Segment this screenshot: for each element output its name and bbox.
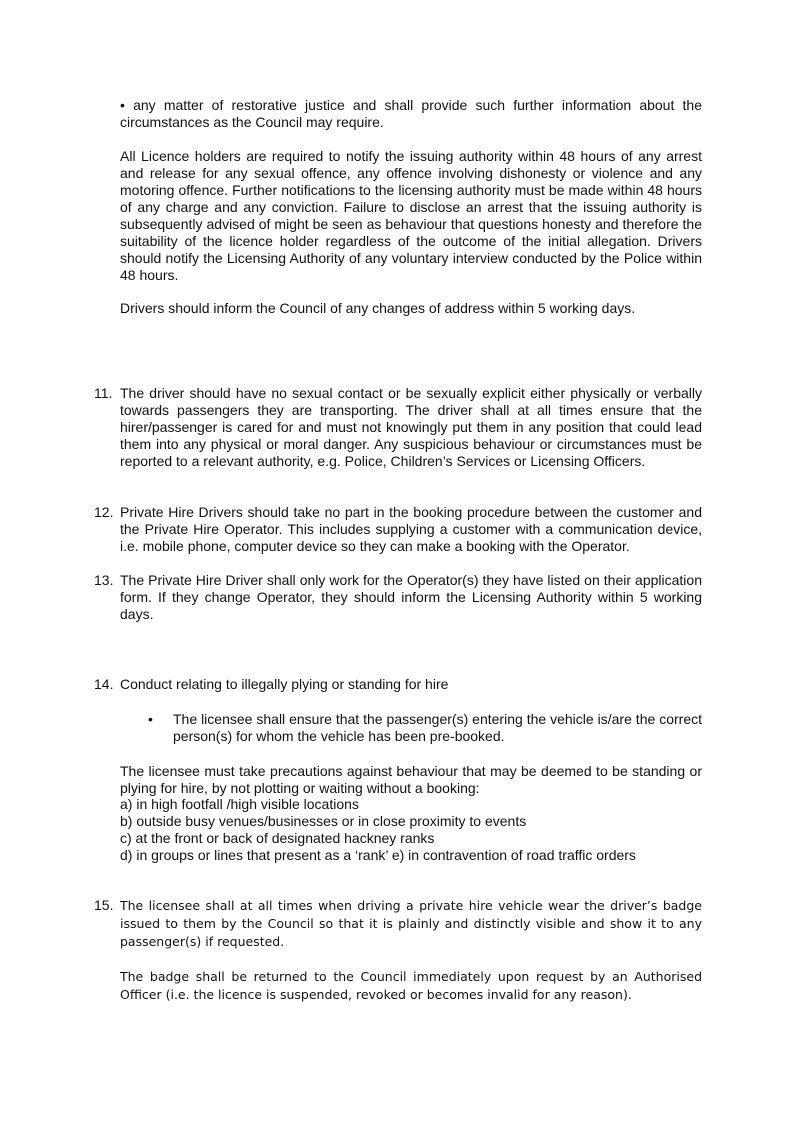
badge-return-paragraph: The badge shall be returned to the Council immediately upon request by an Authorised Officer (i.e. the licence is suspended, revoked or becomes invalid for any reason).	[120, 969, 702, 1002]
item-12-text: Private Hire Drivers should take no part in the booking procedure between the customer and the Private Hire Operator. This includes supplying a customer with a communication device, i.e. mobile phone, computer device so they can make a booking with the Operator.	[120, 504, 702, 554]
item-15-number: 15.	[94, 897, 114, 913]
bullet-icon: •	[148, 711, 153, 727]
restorative-justice-bullet: • any matter of restorative justice and shall provide such further information about the circumstances as the Council may require.	[120, 97, 702, 130]
item-13-text: The Private Hire Driver shall only work for the Operator(s) they have listed on their application form. If they change Operator, they should inform the Licensing Authority within 5 working days.	[120, 572, 702, 622]
list-item: b) outside busy venues/businesses or in close proximity to events	[120, 813, 527, 829]
item-14-text: Conduct relating to illegally plying or standing for hire	[120, 676, 449, 692]
item-14-bullet-text: The licensee shall ensure that the passenger(s) entering the vehicle is/are the correct person(s) for whom the vehicle has been pre-booked.	[173, 711, 702, 744]
item-14-number: 14.	[94, 676, 114, 692]
item-13-number: 13.	[94, 572, 114, 588]
item-12-number: 12.	[94, 504, 114, 520]
address-change-paragraph: Drivers should inform the Council of any changes of address within 5 working days.	[120, 300, 636, 316]
list-item: c) at the front or back of designated hackney ranks	[120, 830, 435, 846]
item-14-precautions: The licensee must take precautions against behaviour that may be deemed to be standing or plying for hire, by not plotting or waiting without a booking:	[120, 763, 702, 796]
item-11-text: The driver should have no sexual contact or be sexually explicit either physically or verbally towards passengers they are transporting. The driver shall at all times ensure that the hirer/passenger is cared for and must not knowingly put them in any position that could lead them into any physical or moral danger. Any suspicious behaviour or circumstances must be reported to a relevant authority, e.g. Police, Children’s Services or Licensing Officers.	[120, 385, 702, 469]
item-11-number: 11.	[94, 385, 113, 401]
item-15-text: The licensee shall at all times when driving a private hire vehicle wear the driver’s badge issued to them by the Council so that it is plainly and distinctly visible and show it to any passenger(s) if requested.	[120, 898, 702, 949]
list-item: a) in high footfall /high visible locations	[120, 796, 359, 812]
item-14-location-list	[120, 796, 702, 864]
notification-paragraph: All Licence holders are required to notify the issuing authority within 48 hours of any arrest and release for any sexual offence, any offence involving dishonesty or violence and any motoring offence. Further notifications to the licensing authority must be made within 48 hours of any charge and any conviction. Failure to disclose an arrest that the issuing authority is subsequently advised of might be seen as behaviour that questions honesty and therefore the suitability of the licence holder regardless of the outcome of the initial allegation. Drivers should notify the Licensing Authority of any voluntary interview conducted by the Police within 48 hours.	[120, 148, 702, 283]
list-item: d) in groups or lines that present as a ‘rank’ e) in contravention of road traffic orders	[120, 847, 636, 863]
